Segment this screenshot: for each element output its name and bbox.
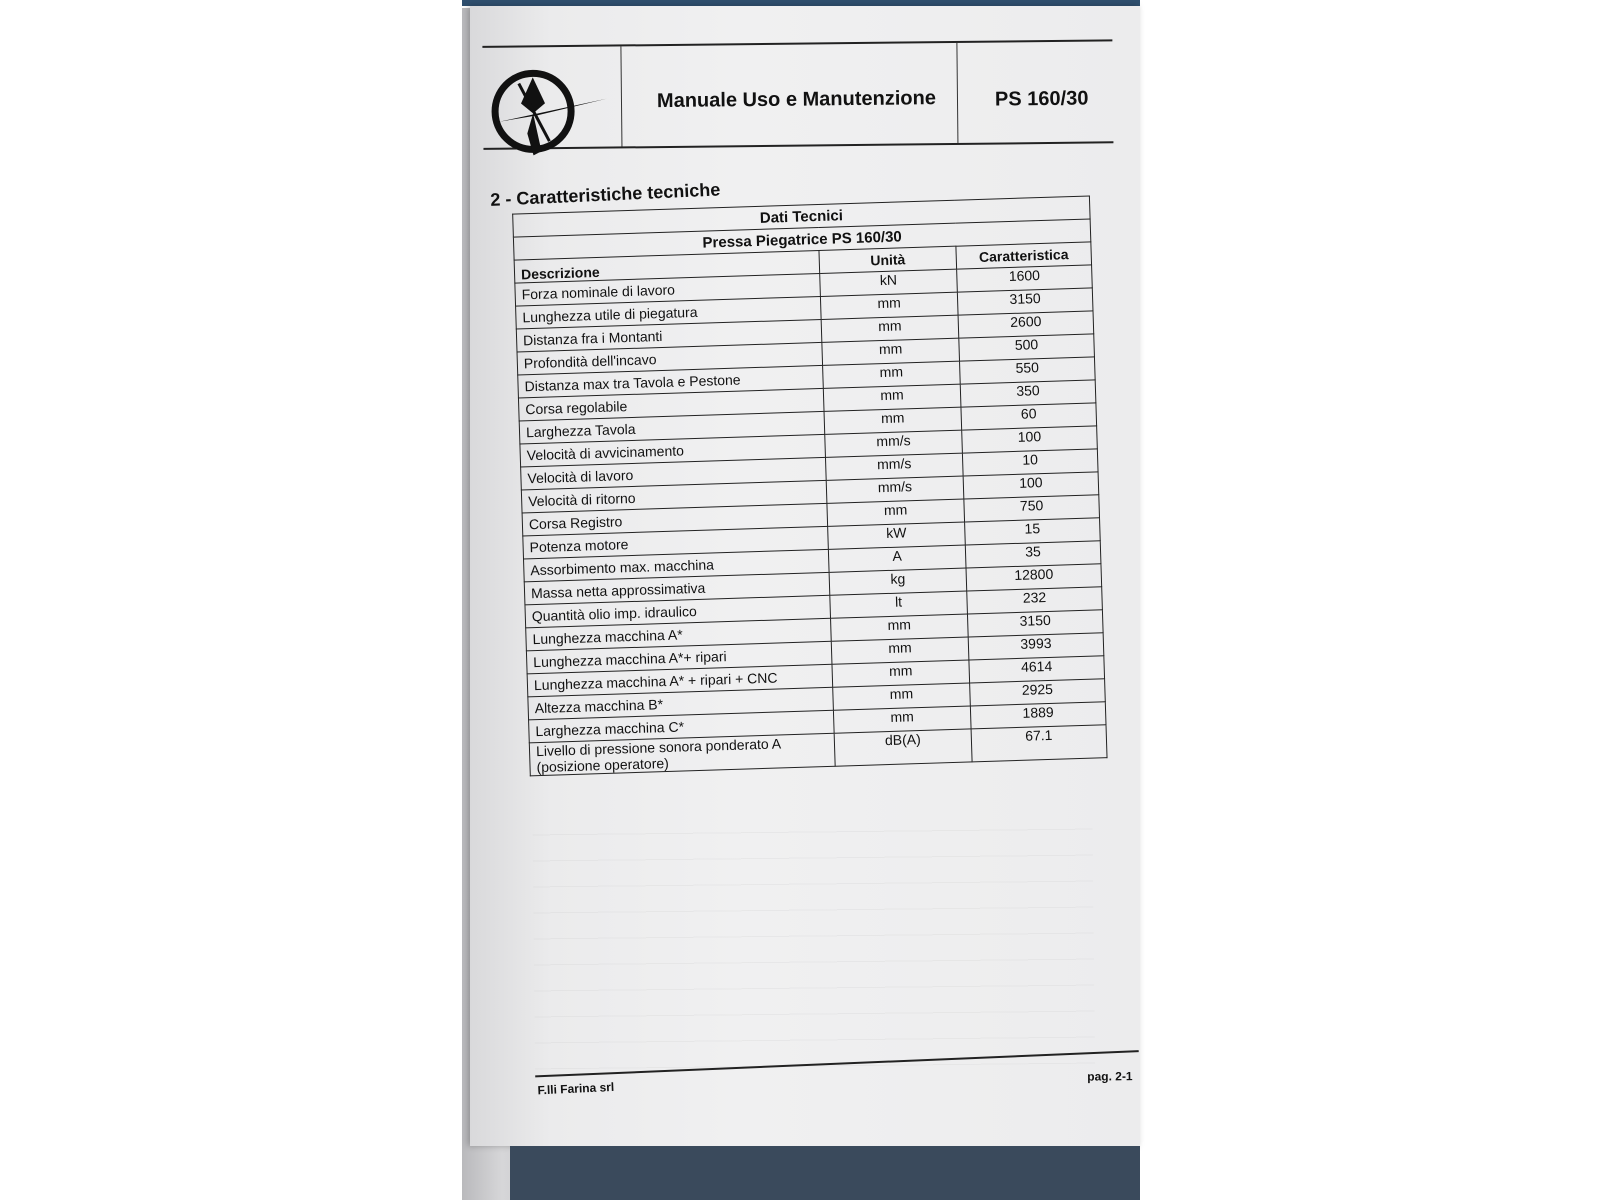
row-value: 1889 (970, 702, 1106, 729)
row-unit: kg (829, 568, 967, 595)
row-description: Corsa regolabile (518, 388, 824, 421)
row-value: 232 (967, 587, 1103, 614)
row-unit: mm (833, 683, 971, 710)
row-value: 550 (960, 357, 1096, 384)
row-unit: A (828, 545, 966, 572)
row-value: 3993 (968, 633, 1104, 660)
row-description: Assorbimento max. macchina (524, 549, 830, 582)
row-unit: mm (832, 660, 970, 687)
row-unit: mm/s (826, 476, 964, 503)
row-description: Potenza motore (523, 526, 829, 559)
row-value: 100 (963, 472, 1099, 499)
row-unit: mm (831, 637, 969, 664)
column-header-unit: Unità (819, 246, 957, 273)
row-value: 2925 (970, 679, 1106, 706)
footer-company: F.lli Farina srl (537, 1079, 615, 1098)
row-unit: mm/s (825, 453, 963, 480)
row-value: 3150 (957, 288, 1093, 315)
row-description: Quantità olio imp. idraulico (525, 595, 831, 628)
header-divider-1 (620, 46, 622, 146)
row-description: Larghezza Tavola (519, 411, 825, 444)
row-unit: dB(A) (834, 729, 972, 766)
row-value: 350 (960, 380, 1096, 407)
row-value: 12800 (966, 564, 1102, 591)
row-value: 67.1 (971, 725, 1107, 762)
header-top-rule (482, 39, 1112, 48)
bleed-through-content (533, 814, 1096, 1070)
row-unit: mm (823, 384, 961, 411)
row-unit: mm (833, 706, 971, 733)
row-description: Lunghezza macchina A* + ripari + CNC (527, 664, 833, 697)
row-value: 4614 (969, 656, 1105, 683)
row-description: Altezza macchina B* (528, 687, 834, 720)
row-unit: mm (827, 499, 965, 526)
column-header-value: Caratteristica (956, 242, 1092, 269)
company-logo-icon (489, 63, 612, 164)
model-code: PS 160/30 (994, 87, 1089, 111)
row-unit: mm (822, 338, 960, 365)
table-caption: Dati Tecnici (513, 196, 1090, 237)
manual-page (470, 6, 1140, 1146)
row-description: Velocità di lavoro (521, 457, 827, 490)
row-unit: mm (823, 361, 961, 388)
page-content (474, 1, 1133, 1108)
row-description: Distanza fra i Montanti (516, 319, 822, 352)
row-value: 2600 (958, 311, 1094, 338)
row-unit: mm (821, 315, 959, 342)
row-description: Velocità di avvicinamento (520, 434, 826, 467)
row-unit: mm (831, 614, 969, 641)
background-bottom-edge (510, 1146, 1140, 1200)
row-unit: mm (824, 407, 962, 434)
row-unit: kN (820, 269, 958, 296)
row-description: Lunghezza utile di piegatura (516, 296, 822, 329)
row-value: 15 (965, 518, 1101, 545)
row-description: Lunghezza macchina A*+ ripari (526, 641, 832, 674)
row-description: Velocità di ritorno (521, 480, 827, 513)
row-description: Forza nominale di lavoro (515, 273, 821, 306)
row-unit: lt (830, 591, 968, 618)
row-unit: mm/s (825, 430, 963, 457)
row-value: 3150 (967, 610, 1103, 637)
footer-page-number: pag. 2-1 (1087, 1069, 1133, 1084)
row-description: Lunghezza macchina A* (526, 618, 832, 651)
section-title: 2 - Caratteristiche tecniche (489, 179, 721, 210)
document-title: Manuale Uso e Manutenzione (656, 87, 937, 113)
technical-data-table (512, 195, 1107, 776)
row-value: 500 (959, 334, 1095, 361)
header-divider-2 (956, 43, 958, 143)
row-description: Larghezza macchina C* (529, 710, 835, 743)
row-value: 750 (964, 495, 1100, 522)
row-description: Massa netta approssimativa (524, 572, 830, 605)
row-unit: mm (820, 292, 958, 319)
row-value: 1600 (957, 265, 1093, 292)
row-description: Distanza max tra Tavola e Pestone (518, 365, 824, 398)
table-body (515, 265, 1107, 776)
row-value: 10 (962, 449, 1098, 476)
table-subcaption: Pressa Piegatrice PS 160/30 (513, 219, 1090, 260)
row-description: Corsa Registro (522, 503, 828, 536)
row-value: 100 (962, 426, 1098, 453)
row-unit: kW (828, 522, 966, 549)
row-description: Livello di pressione sonora ponderato A (posizione operatore) (529, 733, 835, 776)
row-value: 60 (961, 403, 1097, 430)
column-header-description: Descrizione (514, 250, 820, 283)
row-value: 35 (965, 541, 1101, 568)
row-description: Profondità dell'incavo (517, 342, 823, 375)
